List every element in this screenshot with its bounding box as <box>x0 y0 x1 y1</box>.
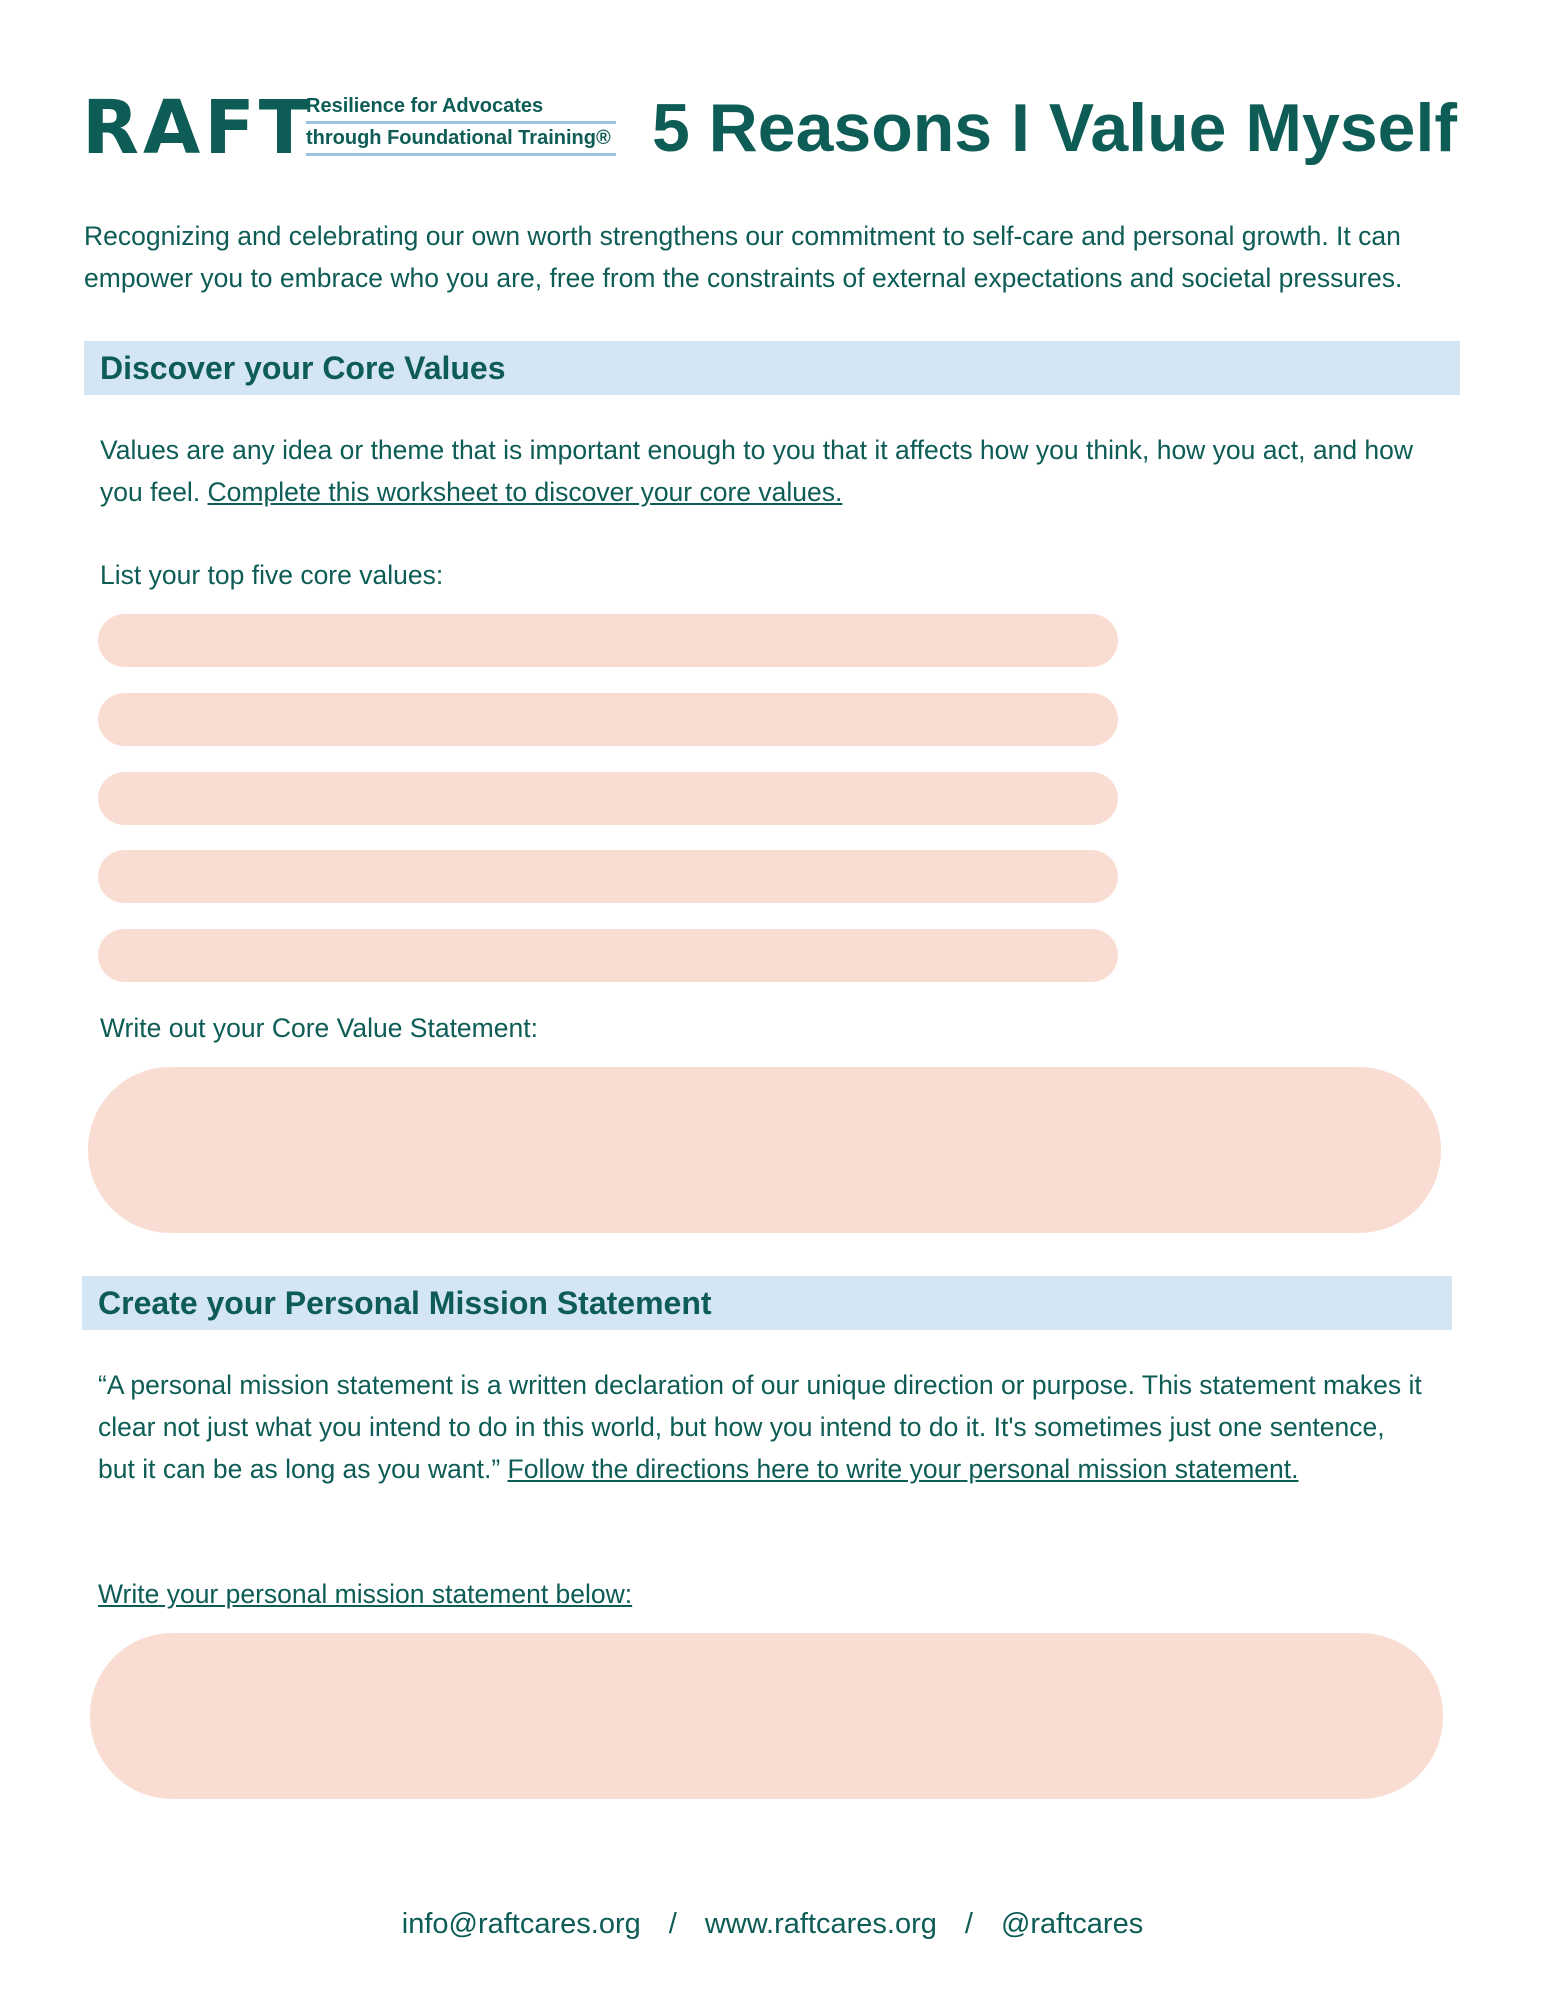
core-values-list-prompt: List your top five core values: <box>100 560 444 590</box>
core-value-statement-field[interactable] <box>88 1067 1441 1233</box>
core-value-field-5[interactable] <box>98 929 1118 982</box>
logo-tagline <box>306 92 616 156</box>
core-value-field-1[interactable] <box>98 614 1118 667</box>
footer-website[interactable]: www.raftcares.org <box>704 1908 937 1940</box>
raft-logo: RAFT <box>82 85 314 171</box>
mission-statement-prompt <box>98 1573 632 1615</box>
core-value-field-2[interactable] <box>98 693 1118 746</box>
footer-email[interactable]: info@raftcares.org <box>401 1908 641 1940</box>
footer-separator-1: / <box>668 1908 677 1940</box>
mission-statement-field[interactable] <box>90 1633 1443 1799</box>
footer <box>0 1904 1545 1944</box>
core-values-description-text: Values are any idea or theme that is important enough to you that it affects how you think, how you act, and how you feel. <box>100 435 1414 507</box>
page-title: 5 Reasons I Value Myself <box>651 90 1457 166</box>
core-values-section-header <box>84 341 1460 395</box>
core-value-statement-prompt: Write out your Core Value Statement: <box>100 1013 538 1043</box>
mission-heading: Create your Personal Mission Statement <box>98 1285 712 1321</box>
core-value-field-4[interactable] <box>98 850 1118 903</box>
intro-paragraph: Recognizing and celebrating our own worth strengthens our commitment to self-care and personal growth. It can empower you to embrace who you are, free from the constraints of external expectations and societal pressures. <box>84 221 1403 293</box>
core-values-heading: Discover your Core Values <box>100 350 506 386</box>
footer-separator-2: / <box>964 1908 973 1940</box>
mission-statement-prompt-link[interactable]: Write your personal mission statement below: <box>98 1579 633 1609</box>
logo-tagline-line1: Resilience for Advocates <box>306 92 616 124</box>
mission-directions-link[interactable]: Follow the directions here to write your personal mission statement. <box>507 1454 1299 1484</box>
mission-section-header <box>82 1276 1452 1330</box>
core-values-worksheet-link[interactable]: Complete this worksheet to discover your core values. <box>207 477 843 507</box>
logo-tagline-line2: through Foundational Training® <box>306 124 616 156</box>
footer-handle[interactable]: @raftcares <box>1000 1908 1144 1940</box>
core-values-description <box>100 429 1460 513</box>
core-value-field-3[interactable] <box>98 772 1118 825</box>
mission-quote-text: “A personal mission statement is a written declaration of our unique direction or purpose. This statement makes it clear not just what you intend to do in this world, but how you intend to do it. It's sometimes just one sentence, but it can be as long as you want.” <box>98 1370 1422 1484</box>
mission-quote <box>98 1364 1428 1490</box>
